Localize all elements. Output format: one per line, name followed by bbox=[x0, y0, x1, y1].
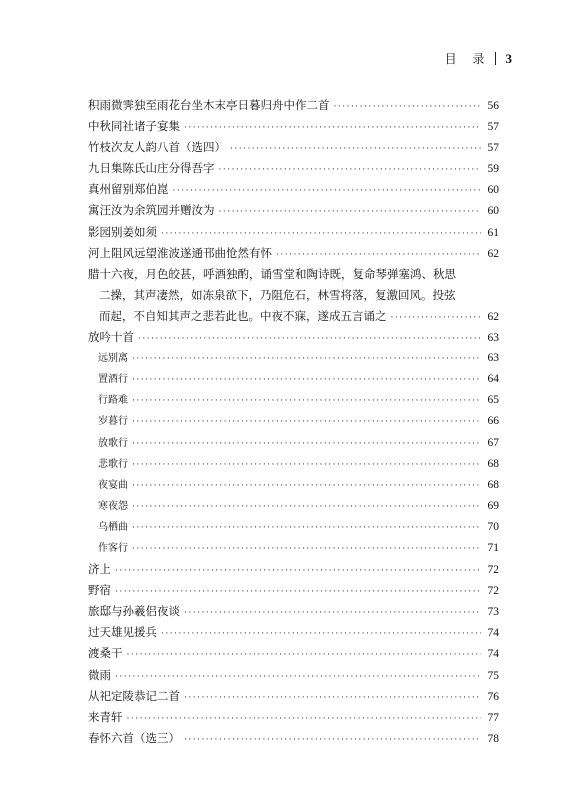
entry-title: 从祀定陵恭记二首 bbox=[88, 688, 180, 703]
dot-leader bbox=[132, 539, 481, 560]
entry-page: 59 bbox=[487, 163, 499, 176]
entry-title: 过天雄见援兵 bbox=[88, 625, 157, 640]
entry-page: 61 bbox=[487, 226, 499, 239]
dot-leader bbox=[115, 582, 481, 603]
toc-entry[interactable] bbox=[88, 580, 499, 601]
entry-title: 旅邸与孙羲侣夜谈 bbox=[88, 604, 180, 619]
dot-leader bbox=[132, 391, 481, 412]
toc-sub-entry[interactable] bbox=[88, 538, 499, 559]
dot-leader bbox=[161, 624, 481, 645]
entry-title: 悲歌行 bbox=[98, 458, 128, 470]
entry-title: 中秋同社诸子宴集 bbox=[88, 119, 180, 134]
dot-leader bbox=[184, 730, 481, 751]
entry-page: 64 bbox=[487, 373, 499, 386]
entry-page: 75 bbox=[487, 669, 499, 682]
dot-leader bbox=[132, 497, 481, 518]
entry-page: 74 bbox=[487, 627, 499, 640]
toc-entry[interactable] bbox=[88, 559, 499, 580]
entry-page: 56 bbox=[487, 100, 499, 112]
entry-title: 寓汪汝为余筑园并赠汝为 bbox=[88, 203, 215, 218]
table-of-contents bbox=[88, 95, 499, 749]
entry-page: 77 bbox=[487, 711, 499, 724]
running-header bbox=[445, 50, 512, 67]
entry-title: 来青轩 bbox=[88, 709, 123, 724]
toc-entry[interactable] bbox=[88, 728, 499, 749]
entry-page: 62 bbox=[487, 310, 499, 323]
toc-entry[interactable] bbox=[88, 158, 499, 179]
dot-leader bbox=[184, 603, 481, 624]
entry-title-line: 腊十六夜，月色皎甚，呼酒独酌，诵雪堂和陶诗既，复命琴弹塞鸿、秋思 bbox=[88, 266, 456, 281]
dot-leader bbox=[132, 518, 481, 539]
entry-title: 河上阻风远望淮波遂通邗曲怆然有怀 bbox=[88, 245, 272, 260]
entry-title-line: 二操，其声凄然，如冻泉欲下，乃阻危石，林雪将落，复激回风。投弦 bbox=[99, 287, 456, 302]
entry-page: 63 bbox=[487, 332, 499, 345]
entry-page: 72 bbox=[487, 564, 499, 577]
entry-page: 76 bbox=[487, 690, 499, 703]
entry-title: 放吟十首 bbox=[88, 330, 134, 345]
dot-leader bbox=[276, 245, 481, 266]
dot-leader bbox=[132, 476, 481, 497]
toc-entry[interactable] bbox=[88, 116, 499, 137]
entry-title: 夜宴曲 bbox=[98, 479, 128, 491]
dot-leader bbox=[132, 412, 481, 433]
toc-entry[interactable] bbox=[88, 622, 499, 643]
dot-leader bbox=[115, 667, 481, 688]
dot-leader bbox=[138, 329, 481, 350]
entry-page: 65 bbox=[487, 394, 499, 407]
toc-entry[interactable] bbox=[88, 179, 499, 200]
dot-leader bbox=[132, 434, 481, 455]
toc-sub-entry[interactable] bbox=[88, 390, 499, 411]
dot-leader bbox=[127, 645, 482, 666]
entry-page: 62 bbox=[487, 247, 499, 260]
toc-entry[interactable] bbox=[88, 643, 499, 664]
entry-title: 寒夜怨 bbox=[98, 500, 128, 512]
toc-entry-long[interactable] bbox=[88, 264, 499, 327]
dot-leader bbox=[161, 224, 481, 245]
toc-sub-entry[interactable] bbox=[88, 475, 499, 496]
entry-page: 60 bbox=[487, 184, 499, 197]
toc-entry[interactable] bbox=[88, 601, 499, 622]
dot-leader bbox=[132, 455, 481, 476]
entry-title: 野宿 bbox=[88, 583, 111, 598]
toc-entry[interactable] bbox=[88, 243, 499, 264]
toc-group-entry[interactable] bbox=[88, 327, 499, 348]
entry-page: 63 bbox=[487, 352, 499, 365]
entry-page: 70 bbox=[487, 520, 499, 533]
entry-title: 置酒行 bbox=[98, 374, 128, 386]
toc-entry[interactable] bbox=[88, 95, 499, 116]
entry-title: 积雨微霁独至雨花台坐木末亭日暮归舟中作二首 bbox=[88, 98, 330, 112]
entry-page: 57 bbox=[487, 142, 499, 155]
dot-leader bbox=[219, 160, 482, 181]
toc-sub-entry[interactable] bbox=[88, 433, 499, 454]
toc-entry[interactable] bbox=[88, 222, 499, 243]
entry-page: 73 bbox=[487, 606, 499, 619]
dot-leader bbox=[219, 202, 482, 223]
entry-page: 57 bbox=[487, 121, 499, 134]
toc-sub-entry[interactable] bbox=[88, 411, 499, 432]
toc-sub-entry[interactable] bbox=[88, 369, 499, 390]
entry-title: 春怀六首（选三） bbox=[88, 730, 180, 745]
dot-leader bbox=[173, 181, 482, 202]
entry-title: 影园别姜如须 bbox=[88, 224, 157, 239]
toc-sub-entry[interactable] bbox=[88, 496, 499, 517]
entry-page: 68 bbox=[487, 478, 499, 491]
dot-leader bbox=[132, 370, 481, 391]
entry-page: 66 bbox=[487, 415, 499, 428]
header-divider bbox=[495, 52, 496, 65]
toc-entry[interactable] bbox=[88, 200, 499, 221]
entry-title: 乌栖曲 bbox=[98, 521, 128, 533]
entry-title: 作客行 bbox=[98, 542, 128, 554]
entry-title: 竹枝次友人韵八首（选四） bbox=[88, 140, 226, 155]
entry-title: 微雨 bbox=[88, 667, 111, 682]
section-title: 目 录 bbox=[444, 52, 491, 66]
dot-leader bbox=[115, 561, 481, 582]
toc-entry[interactable] bbox=[88, 137, 499, 158]
toc-entry[interactable] bbox=[88, 665, 499, 686]
dot-leader bbox=[334, 97, 482, 118]
entry-title: 远别离 bbox=[98, 353, 128, 365]
entry-title: 渡桑干 bbox=[88, 646, 123, 661]
entry-title-last-line bbox=[88, 306, 499, 327]
entry-title: 行路难 bbox=[98, 395, 128, 407]
entry-title: 真州留别郑伯崑 bbox=[88, 182, 169, 197]
toc-entry[interactable] bbox=[88, 707, 499, 728]
dot-leader bbox=[391, 308, 482, 329]
dot-leader bbox=[132, 349, 481, 370]
toc-sub-entry[interactable] bbox=[88, 517, 499, 538]
entry-title: 岁暮行 bbox=[98, 416, 128, 428]
page-number: 3 bbox=[505, 50, 512, 66]
entry-title: 九日集陈氏山庄分得吾字 bbox=[88, 161, 215, 176]
entry-page: 71 bbox=[487, 541, 499, 554]
entry-page: 69 bbox=[487, 499, 499, 512]
entry-page: 67 bbox=[487, 436, 499, 449]
dot-leader bbox=[184, 118, 481, 139]
toc-sub-entry[interactable] bbox=[88, 454, 499, 475]
toc-sub-entry[interactable] bbox=[88, 348, 499, 369]
entry-page: 60 bbox=[487, 205, 499, 218]
dot-leader bbox=[127, 709, 482, 730]
entry-page: 74 bbox=[487, 648, 499, 661]
dot-leader bbox=[230, 139, 481, 160]
toc-entry[interactable] bbox=[88, 686, 499, 707]
entry-page: 68 bbox=[487, 457, 499, 470]
entry-title: 济上 bbox=[88, 562, 111, 577]
entry-page: 72 bbox=[487, 585, 499, 598]
entry-page: 78 bbox=[487, 732, 499, 745]
entry-title: 而起，不自知其声之悲若此也。中夜不寐，遂成五言诵之 bbox=[99, 308, 387, 323]
dot-leader bbox=[184, 688, 481, 709]
entry-title: 放歌行 bbox=[98, 437, 128, 449]
